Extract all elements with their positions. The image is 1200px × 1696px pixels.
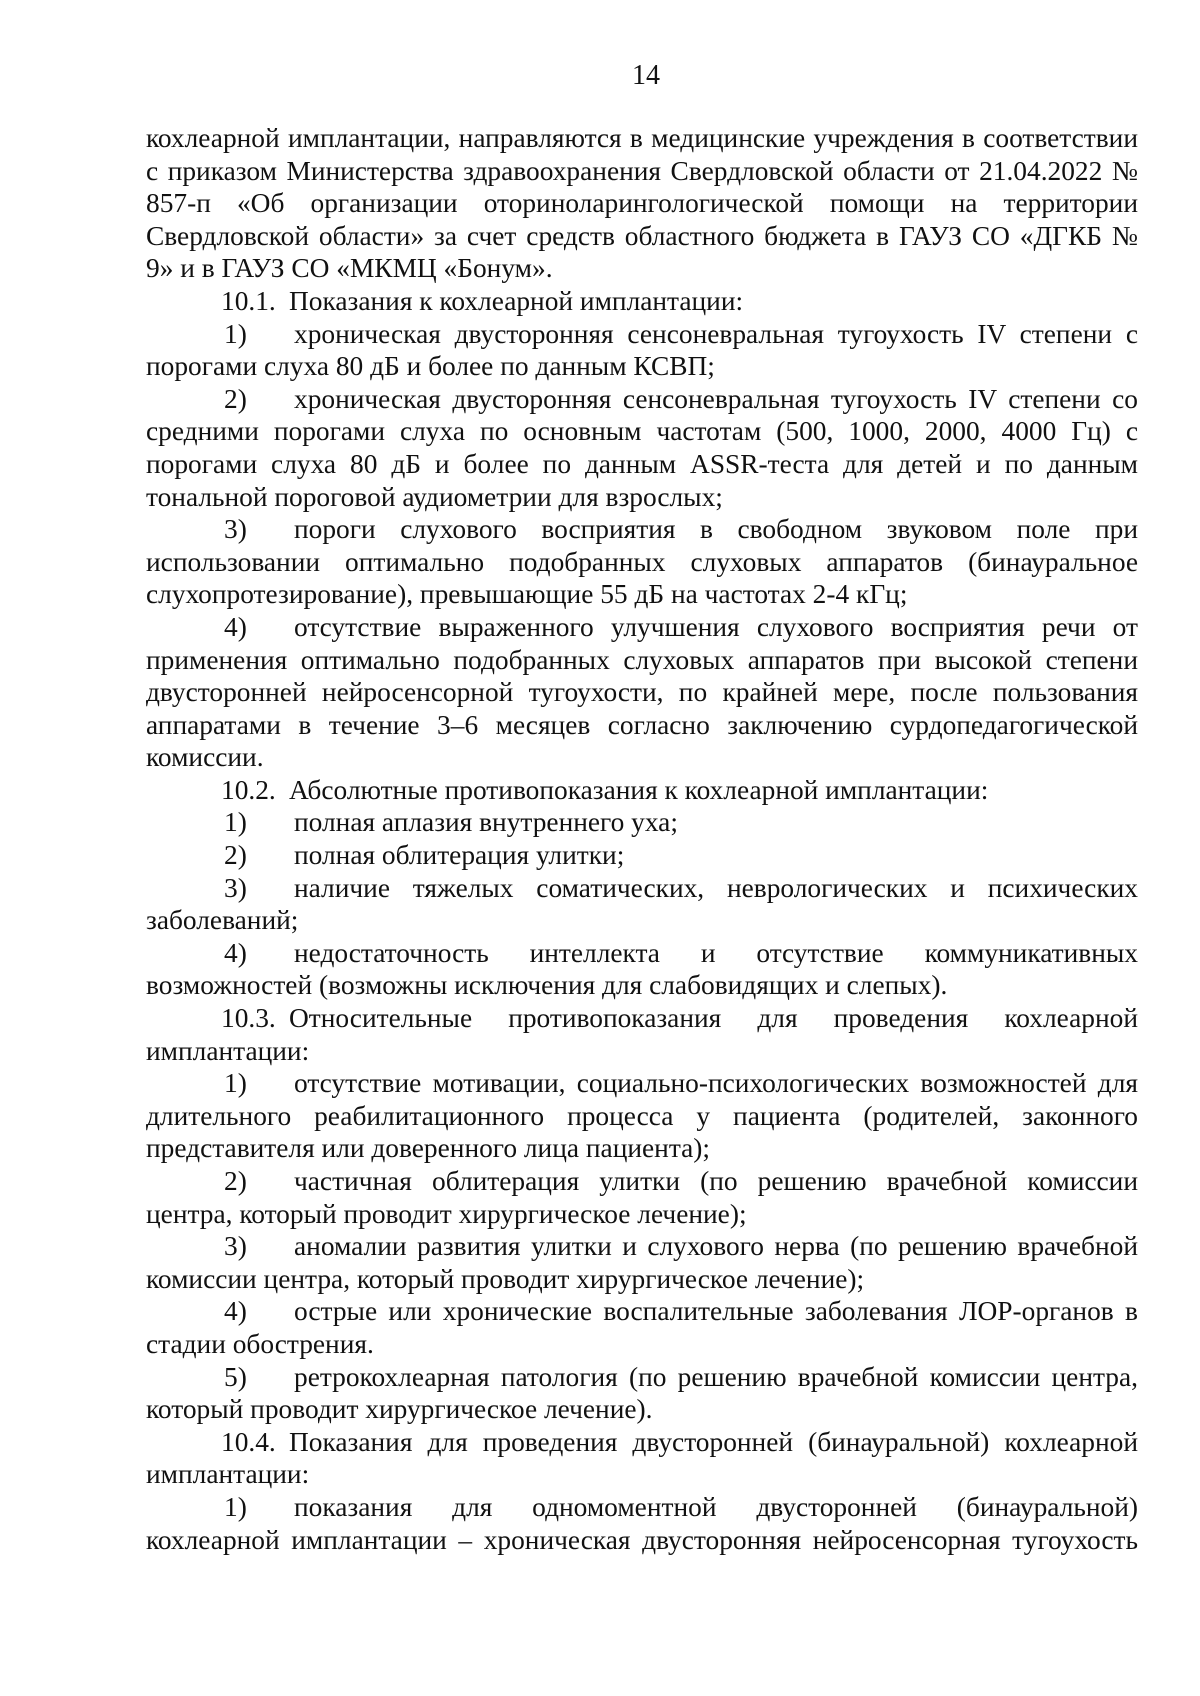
item-number: 3) <box>224 1231 247 1262</box>
item-number: 2) <box>224 383 247 414</box>
list-item <box>146 1230 1138 1295</box>
item-number: 1) <box>224 318 247 349</box>
list-item <box>146 937 1138 1002</box>
item-text: отсутствие выраженного улучшения слухового восприятия речи от применения оптимально подобранных слуховых аппаратов при высокой степени двусторонней нейросенсорной тугоухости, по крайней мере, после пользования аппаратами в течение 3–6 месяцев согласно заключению сурдопедагогической комиссии. <box>146 611 1138 773</box>
list-item <box>146 318 1138 383</box>
item-number: 1) <box>224 807 247 838</box>
section-number: 10.4. <box>221 1426 276 1457</box>
item-number: 3) <box>224 514 247 545</box>
item-text: хроническая двусторонняя сенсоневральная тугоухость IV степени со средними порогами слуха по основным частотам (500, 1000, 2000, 4000 Гц) с порогами слуха 80 дБ и более по данным ASSR-теста для детей и по данным тональной пороговой аудиометрии для взрослых; <box>146 383 1138 512</box>
list-item <box>146 839 1138 872</box>
item-number: 5) <box>224 1361 247 1392</box>
section-number: 10.1. <box>221 285 276 316</box>
list-item <box>146 1361 1138 1426</box>
list-item <box>146 1165 1138 1230</box>
item-text: полная облитерация улитки; <box>294 840 625 871</box>
item-text: хроническая двусторонняя сенсоневральная тугоухость IV степени с порогами слуха 80 дБ и более по данным КСВП; <box>146 318 1138 382</box>
section-number: 10.2. <box>221 774 276 805</box>
list-item <box>146 1295 1138 1360</box>
section-10-4-heading <box>146 1426 1138 1491</box>
list-item <box>146 806 1138 839</box>
list-item <box>146 872 1138 937</box>
item-text: показания для одномоментной двусторонней (бинауральной) кохлеарной имплантации – хроническая двусторонняя нейросенсорная тугоухость <box>146 1491 1138 1555</box>
list-item <box>146 1067 1138 1165</box>
item-number: 1) <box>224 1068 247 1099</box>
list-item <box>146 1491 1138 1556</box>
item-number: 2) <box>224 840 247 871</box>
section-title: Абсолютные противопоказания к кохлеарной имплантации: <box>289 774 989 805</box>
item-number: 4) <box>224 1296 247 1327</box>
section-number: 10.3. <box>221 1003 276 1034</box>
page-number: 14 <box>632 60 660 91</box>
item-text: частичная облитерация улитки (по решению врачебной комиссии центра, который проводит хирургическое лечение); <box>146 1166 1138 1229</box>
item-text: острые или хронические воспалительные заболевания ЛОР-органов в стадии обострения. <box>146 1296 1138 1359</box>
item-number: 2) <box>224 1166 247 1196</box>
section-10-3-heading <box>146 1002 1138 1067</box>
item-number: 1) <box>224 1491 247 1522</box>
item-text: полная аплазия внутреннего уха; <box>294 807 678 838</box>
item-number: 4) <box>224 937 247 968</box>
list-item <box>146 611 1138 774</box>
section-10-1-heading <box>146 285 1138 318</box>
section-10-2-heading <box>146 774 1138 807</box>
intro-paragraph: кохлеарной имплантации, направляются в медицинские учреждения в соответствии с приказом Министерства здравоохранения Свердловской области от 21.04.2022 № 857-п «Об организации оториноларингологической помощи на территории Свердловской области» за счет средств областного бюджета в ГАУЗ СО «ДГКБ № 9» и в ГАУЗ СО «МКМЦ «Бонум». <box>146 123 1138 284</box>
item-text: наличие тяжелых соматических, неврологических и психических заболеваний; <box>146 872 1138 936</box>
list-item <box>146 383 1138 513</box>
item-text: аномалии развития улитки и слухового нерва (по решению врачебной комиссии центра, который проводит хирургическое лечение); <box>146 1231 1138 1294</box>
item-text: отсутствие мотивации, социально-психологических возможностей для длительного реабилитационного процесса у пациента (родителей, законного представителя или доверенного лица пациента); <box>146 1068 1138 1164</box>
item-text: недостаточность интеллекта и отсутствие коммуникативных возможностей (возможны исключения для слабовидящих и слепых). <box>146 937 1138 1001</box>
document-body <box>146 122 1138 1556</box>
item-number: 4) <box>224 611 247 642</box>
item-text: ретрокохлеарная патология (по решению врачебной комиссии центра, который проводит хирургическое лечение). <box>146 1361 1138 1425</box>
item-text: пороги слухового восприятия в свободном звуковом поле при использовании оптимально подобранных слуховых аппаратов (бинауральное слухопротезирование), превышающие 55 дБ на частотах 2-4 кГц; <box>146 514 1138 610</box>
list-item <box>146 513 1138 611</box>
section-title: Показания для проведения двусторонней (бинауральной) кохлеарной имплантации: <box>146 1426 1138 1490</box>
item-number: 3) <box>224 872 247 903</box>
section-title: Относительные противопоказания для проведения кохлеарной имплантации: <box>146 1003 1138 1066</box>
section-title: Показания к кохлеарной имплантации: <box>289 285 744 316</box>
